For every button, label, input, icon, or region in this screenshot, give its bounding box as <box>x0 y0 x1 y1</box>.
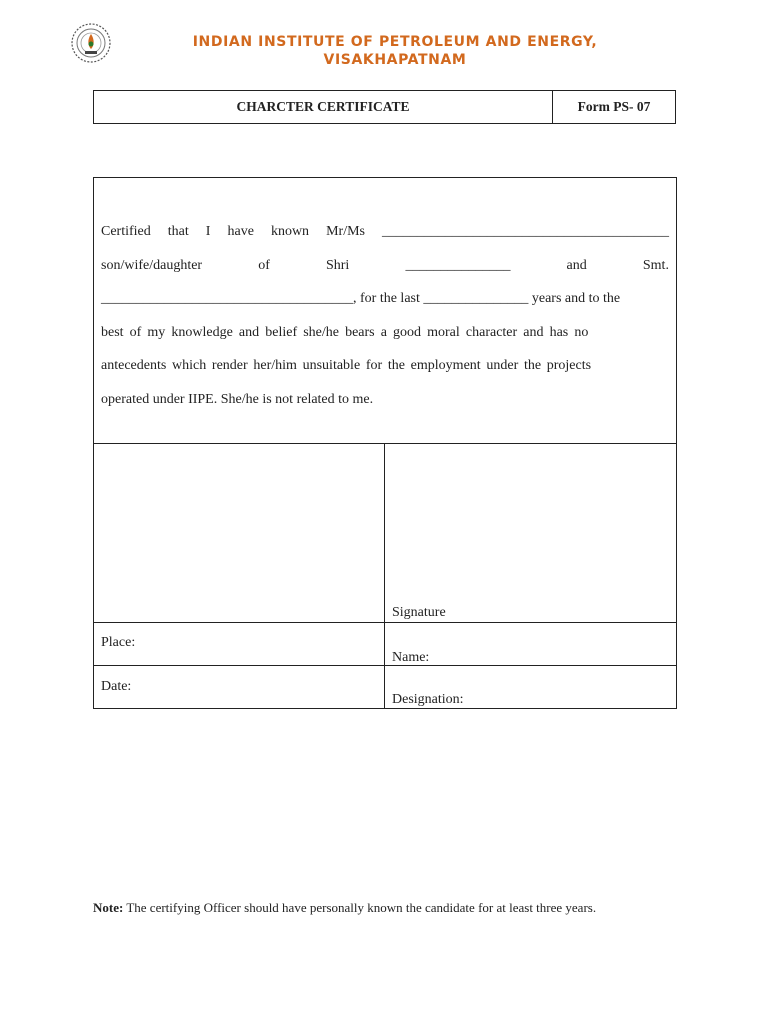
certificate-word: known <box>270 224 310 239</box>
certificate-line-5: antecedents which render her/him unsuitable for the employment under the projects <box>101 358 592 374</box>
certificate-word: son/wife/daughter <box>101 257 203 273</box>
divider <box>94 665 676 666</box>
certificate-word: have <box>227 224 254 239</box>
note-text: The certifying Officer should have personally known the candidate for at least three years. <box>123 900 597 915</box>
certificate-line-1 <box>101 215 669 249</box>
institute-seal-icon <box>70 22 112 64</box>
certificate-line-6: operated under IIPE. She/he is not related to me. <box>101 391 374 407</box>
certificate-word: Certified <box>101 224 151 239</box>
divider <box>94 622 676 623</box>
form-header-box <box>93 90 676 124</box>
form-number: Form PS- 07 <box>577 99 651 114</box>
signature-label: Signature <box>392 605 446 620</box>
certificate-word: that <box>167 224 189 239</box>
certificate-line-3: ____________________________________, for the last _______________ years and to the <box>101 291 621 307</box>
footer-note <box>93 900 596 916</box>
name-blank: _________________________________________ <box>382 224 669 239</box>
father-name-blank: _______________ <box>405 257 511 273</box>
certificate-line-2 <box>101 249 669 283</box>
date-label: Date: <box>101 679 132 694</box>
institute-name-line1: INDIAN INSTITUTE OF PETROLEUM AND ENERGY, <box>192 34 598 50</box>
name-label: Name: <box>392 650 430 665</box>
institute-name-line2: VISAKHAPATNAM <box>323 52 467 68</box>
institute-name <box>150 33 640 69</box>
certificate-word: Mr/Ms <box>326 224 365 239</box>
certificate-word: of <box>258 257 270 273</box>
place-label: Place: <box>101 635 136 650</box>
certificate-text <box>101 215 669 417</box>
designation-label: Designation: <box>392 692 464 707</box>
certificate-word: Smt. <box>642 257 669 273</box>
certificate-line-4: best of my knowledge and belief she/he bears a good moral character and has no <box>101 324 589 340</box>
certificate-word: Shri <box>325 257 350 273</box>
certificate-word: and <box>566 257 587 273</box>
certificate-word: I <box>205 224 211 239</box>
column-divider <box>384 443 385 708</box>
certificate-box <box>93 177 677 709</box>
divider <box>94 443 676 444</box>
certificate-title: CHARCTER CERTIFICATE <box>94 91 553 123</box>
note-label: Note: <box>93 900 124 915</box>
